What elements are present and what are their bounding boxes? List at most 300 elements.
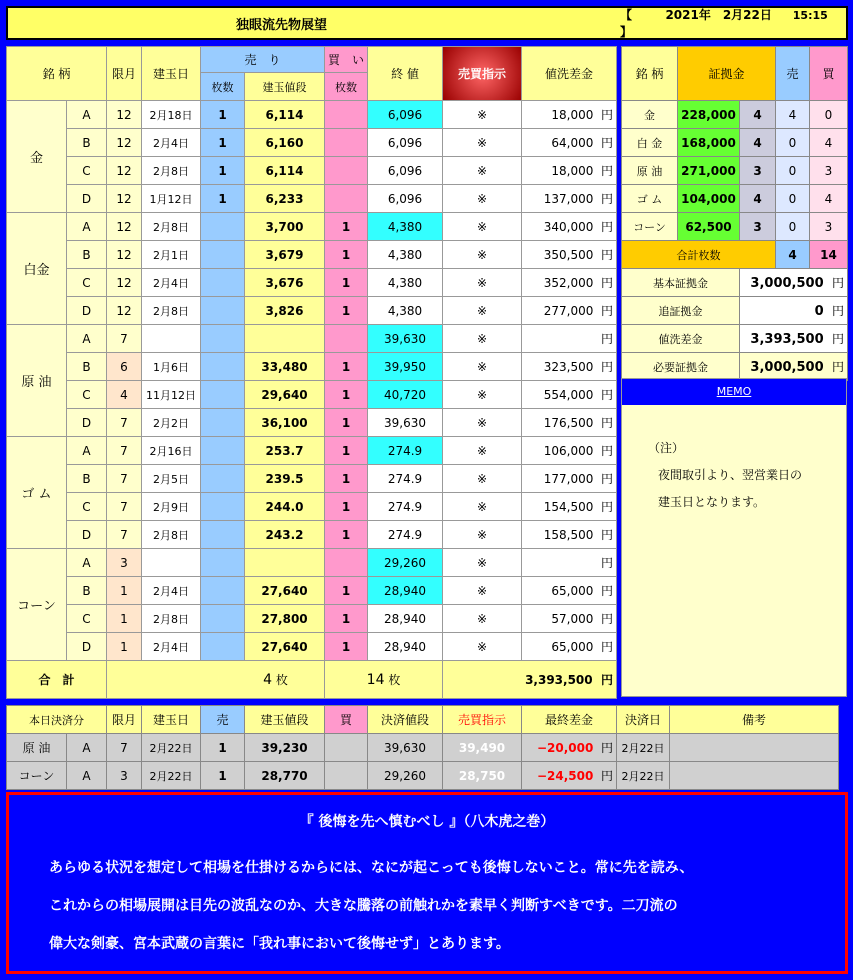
sell-qty (201, 577, 245, 605)
diff-value: 323,500 (543, 360, 594, 374)
contract-code: B (67, 353, 107, 381)
side-col-buy: 買 (810, 47, 848, 101)
col-order: 売買指示 (443, 47, 522, 101)
yen-unit: 円 (601, 673, 614, 687)
table-row[interactable] (7, 521, 617, 549)
margin-row (622, 185, 848, 213)
table-row[interactable] (7, 213, 617, 241)
contract-month: 7 (107, 465, 142, 493)
contract-month: 4 (107, 381, 142, 409)
order-mark: ※ (443, 465, 522, 493)
contract-month: 12 (107, 213, 142, 241)
settle-row[interactable] (7, 734, 839, 762)
valuation-diff (522, 549, 617, 577)
entry-price: 3,676 (245, 269, 325, 297)
contract-month: 12 (107, 269, 142, 297)
sell-qty (201, 409, 245, 437)
buy-qty: 1 (325, 577, 368, 605)
settle-month: 7 (107, 734, 142, 762)
order-mark: ※ (443, 549, 522, 577)
entry-date: 2月9日 (142, 493, 201, 521)
sell-qty (201, 381, 245, 409)
settle-close: 39,630 (368, 734, 443, 762)
yen-unit: 円 (601, 136, 614, 150)
header-bar (6, 6, 848, 40)
close-price: 274.9 (368, 465, 443, 493)
contract-code: A (67, 549, 107, 577)
margin-sell: 0 (776, 129, 810, 157)
entry-price: 253.7 (245, 437, 325, 465)
sell-qty (201, 325, 245, 353)
margin-amount: 62,500 (678, 213, 740, 241)
order-mark: ※ (443, 185, 522, 213)
yen-unit: 円 (601, 332, 614, 346)
valuation-diff (522, 213, 617, 241)
buy-qty: 1 (325, 409, 368, 437)
contract-code: C (67, 157, 107, 185)
entry-date: 2月18日 (142, 101, 201, 129)
side-col-margin: 証拠金 (678, 47, 776, 101)
margin-brand: コーン (622, 213, 678, 241)
margin-brand: 原 油 (622, 157, 678, 185)
close-price: 4,380 (368, 297, 443, 325)
total-buy-value: 14 (366, 672, 385, 688)
table-row[interactable] (7, 605, 617, 633)
positions-table (6, 46, 617, 699)
close-price: 274.9 (368, 521, 443, 549)
col-close: 終 値 (368, 47, 443, 101)
valuation-diff (522, 297, 617, 325)
contract-code: B (67, 577, 107, 605)
entry-price: 239.5 (245, 465, 325, 493)
memo-line: 夜間取引より、翌営業日の (658, 468, 803, 482)
entry-price: 3,826 (245, 297, 325, 325)
valuation-diff (522, 129, 617, 157)
close-price: 4,380 (368, 269, 443, 297)
entry-price: 243.2 (245, 521, 325, 549)
yen-unit: 円 (601, 612, 614, 626)
col-brand: 銘 柄 (7, 47, 107, 101)
close-price: 6,096 (368, 129, 443, 157)
table-row[interactable] (7, 297, 617, 325)
entry-date: 1月12日 (142, 185, 201, 213)
table-row[interactable] (7, 101, 617, 129)
margin-total-row (622, 241, 848, 269)
contract-month: 7 (107, 325, 142, 353)
entry-date (142, 549, 201, 577)
valuation-diff (522, 605, 617, 633)
valuation-diff (522, 633, 617, 661)
entry-price: 29,640 (245, 381, 325, 409)
yen-unit: 円 (601, 192, 614, 206)
order-mark: ※ (443, 241, 522, 269)
contract-month: 12 (107, 297, 142, 325)
total-buy (325, 661, 443, 699)
table-row[interactable] (7, 353, 617, 381)
quote-line: あらゆる状況を想定して相場を仕掛けるからには、なにが起こっても後悔しないこと。常に先を読み、 (49, 860, 694, 876)
buy-qty: 1 (325, 213, 368, 241)
close-price: 40,720 (368, 381, 443, 409)
unit: 枚 (388, 673, 401, 687)
valuation-diff (522, 521, 617, 549)
settle-col-note: 備考 (670, 706, 839, 734)
settle-date: 2月22日 (142, 762, 201, 790)
side-col-sell: 売 (776, 47, 810, 101)
settle-month: 3 (107, 762, 142, 790)
summary-amount: 3,000,500 (750, 360, 824, 375)
order-mark: ※ (443, 577, 522, 605)
settle-col-price: 建玉値段 (245, 706, 325, 734)
settle-sell: 1 (201, 762, 245, 790)
settle-close: 29,260 (368, 762, 443, 790)
margin-row (622, 101, 848, 129)
margin-total-sell: 4 (776, 241, 810, 269)
order-mark: ※ (443, 605, 522, 633)
contract-month: 1 (107, 605, 142, 633)
col-month: 限月 (107, 47, 142, 101)
settle-col-sell: 売 (201, 706, 245, 734)
order-mark: ※ (443, 213, 522, 241)
entry-date: 1月6日 (142, 353, 201, 381)
order-mark: ※ (443, 633, 522, 661)
margin-count: 4 (740, 101, 776, 129)
brand-name: ゴ ム (7, 437, 67, 549)
table-row[interactable] (7, 465, 617, 493)
summary-label: 基本証拠金 (622, 269, 740, 297)
margin-buy: 4 (810, 129, 848, 157)
total-sell (107, 661, 325, 699)
header-time: 15:15 (792, 9, 828, 22)
contract-code: C (67, 605, 107, 633)
yen-unit: 円 (601, 248, 614, 262)
summary-row (622, 269, 848, 297)
quote-title: 『 後悔を先へ慎むべし 』（八木虎之巻） (299, 814, 555, 830)
buy-qty: 1 (325, 605, 368, 633)
margin-count: 3 (740, 157, 776, 185)
order-mark: ※ (443, 437, 522, 465)
buy-qty (325, 101, 368, 129)
entry-price: 27,640 (245, 577, 325, 605)
diff-value: 65,000 (551, 640, 594, 654)
margin-brand: ゴ ム (622, 185, 678, 213)
summary-row (622, 325, 848, 353)
entry-date: 2月4日 (142, 633, 201, 661)
settle-price: 39,230 (245, 734, 325, 762)
entry-price: 6,114 (245, 157, 325, 185)
margin-count: 3 (740, 213, 776, 241)
close-price: 6,096 (368, 157, 443, 185)
entry-price: 6,114 (245, 101, 325, 129)
yen-unit: 円 (601, 416, 614, 430)
close-price: 274.9 (368, 493, 443, 521)
valuation-diff (522, 101, 617, 129)
col-sell: 売 り (201, 47, 325, 73)
summary-value (740, 353, 848, 381)
contract-month: 7 (107, 409, 142, 437)
contract-code: D (67, 185, 107, 213)
yen-unit: 円 (831, 360, 844, 374)
close-price: 39,950 (368, 353, 443, 381)
contract-code: B (67, 129, 107, 157)
buy-qty: 1 (325, 269, 368, 297)
diff-value: 18,000 (551, 108, 594, 122)
close-price: 39,630 (368, 325, 443, 353)
entry-date: 2月1日 (142, 241, 201, 269)
buy-qty: 1 (325, 297, 368, 325)
entry-date: 2月4日 (142, 269, 201, 297)
total-label: 合 計 (7, 661, 107, 699)
close-price: 29,260 (368, 549, 443, 577)
settle-final (522, 762, 617, 790)
buy-qty: 1 (325, 633, 368, 661)
entry-price: 3,679 (245, 241, 325, 269)
settlement-table (6, 705, 839, 790)
yen-unit: 円 (601, 444, 614, 458)
entry-price: 6,233 (245, 185, 325, 213)
contract-month: 1 (107, 577, 142, 605)
margin-buy: 3 (810, 157, 848, 185)
summary-row (622, 353, 848, 381)
valuation-diff (522, 409, 617, 437)
buy-qty (325, 185, 368, 213)
table-row[interactable] (7, 577, 617, 605)
close-price: 6,096 (368, 185, 443, 213)
entry-price: 6,160 (245, 129, 325, 157)
diff-value: 137,000 (543, 192, 594, 206)
contract-code: B (67, 465, 107, 493)
summary-value (740, 269, 848, 297)
entry-date: 2月8日 (142, 521, 201, 549)
brand-name: 白金 (7, 213, 67, 325)
valuation-diff (522, 577, 617, 605)
valuation-diff (522, 269, 617, 297)
valuation-diff (522, 493, 617, 521)
yen-unit: 円 (601, 164, 614, 178)
sell-qty (201, 269, 245, 297)
diff-value: 106,000 (543, 444, 594, 458)
close-price: 274.9 (368, 437, 443, 465)
close-price: 28,940 (368, 633, 443, 661)
yen-unit: 円 (601, 304, 614, 318)
yen-unit: 円 (601, 360, 614, 374)
buy-qty: 1 (325, 437, 368, 465)
entry-date: 2月2日 (142, 409, 201, 437)
contract-code: B (67, 241, 107, 269)
entry-price: 33,480 (245, 353, 325, 381)
table-row[interactable] (7, 409, 617, 437)
settle-col-buy: 買 (325, 706, 368, 734)
diff-value: 154,500 (543, 500, 594, 514)
table-row[interactable] (7, 185, 617, 213)
summary-label: 値洗差金 (622, 325, 740, 353)
order-mark: ※ (443, 297, 522, 325)
valuation-diff (522, 325, 617, 353)
contract-month: 12 (107, 157, 142, 185)
yen-unit: 円 (601, 108, 614, 122)
contract-code: A (67, 437, 107, 465)
contract-month: 6 (107, 353, 142, 381)
entry-price: 244.0 (245, 493, 325, 521)
diff-value: 350,500 (543, 248, 594, 262)
sell-qty (201, 213, 245, 241)
table-row[interactable] (7, 325, 617, 353)
order-mark: ※ (443, 269, 522, 297)
summary-amount: 3,000,500 (750, 276, 824, 291)
total-value (443, 661, 617, 699)
yen-unit: 円 (601, 584, 614, 598)
valuation-diff (522, 381, 617, 409)
margin-sell: 0 (776, 157, 810, 185)
entry-price: 36,100 (245, 409, 325, 437)
contract-code: D (67, 633, 107, 661)
sell-qty: 1 (201, 157, 245, 185)
margin-total-buy: 14 (810, 241, 848, 269)
settle-row[interactable] (7, 762, 839, 790)
settle-note (670, 734, 839, 762)
settle-order: 28,750 (443, 762, 522, 790)
contract-month: 12 (107, 185, 142, 213)
brand-name: 金 (7, 101, 67, 213)
summary-label: 必要証拠金 (622, 353, 740, 381)
buy-qty: 1 (325, 353, 368, 381)
page-title: 独眼流先物展望 (236, 17, 328, 33)
table-row[interactable] (7, 157, 617, 185)
yen-unit: 円 (601, 220, 614, 234)
settle-day: 2月22日 (617, 734, 670, 762)
yen-unit: 円 (601, 500, 614, 514)
sell-qty (201, 437, 245, 465)
contract-code: A (67, 213, 107, 241)
entry-price: 27,640 (245, 633, 325, 661)
margin-buy: 0 (810, 101, 848, 129)
contract-month: 12 (107, 241, 142, 269)
settle-code: A (67, 734, 107, 762)
settle-price: 28,770 (245, 762, 325, 790)
final-diff: −24,500 (536, 769, 594, 783)
order-mark: ※ (443, 493, 522, 521)
entry-date: 2月8日 (142, 297, 201, 325)
order-mark: ※ (443, 353, 522, 381)
table-row[interactable] (7, 437, 617, 465)
settle-buy (325, 734, 368, 762)
contract-code: C (67, 493, 107, 521)
buy-qty: 1 (325, 493, 368, 521)
col-sell-qty: 枚数 (201, 73, 245, 101)
summary-amount: 3,393,500 (750, 332, 824, 347)
diff-value: 554,000 (543, 388, 594, 402)
settle-brand: コーン (7, 762, 67, 790)
table-row[interactable] (7, 129, 617, 157)
diff-value: 352,000 (543, 276, 594, 290)
diff-value: 277,000 (543, 304, 594, 318)
sell-qty: 1 (201, 129, 245, 157)
diff-value: 65,000 (551, 584, 594, 598)
sell-qty (201, 353, 245, 381)
yen-unit: 円 (601, 472, 614, 486)
diff-value: 57,000 (551, 612, 594, 626)
yen-unit: 円 (601, 556, 614, 570)
contract-month: 12 (107, 129, 142, 157)
table-row[interactable] (7, 269, 617, 297)
sell-qty (201, 297, 245, 325)
quote-line: 偉大な剣豪、宮本武蔵の言葉に「我れ事において後悔せず」とあります。 (49, 936, 510, 952)
sell-qty (201, 521, 245, 549)
buy-qty (325, 549, 368, 577)
order-mark: ※ (443, 409, 522, 437)
col-buy: 買 い (325, 47, 368, 73)
memo-title[interactable]: MEMO (622, 379, 846, 405)
buy-qty (325, 129, 368, 157)
sell-qty: 1 (201, 101, 245, 129)
side-col-brand: 銘 柄 (622, 47, 678, 101)
yen-unit: 円 (831, 304, 844, 318)
unit: 枚 (275, 673, 288, 687)
entry-price (245, 549, 325, 577)
sell-qty (201, 549, 245, 577)
summary-value (740, 297, 848, 325)
buy-qty: 1 (325, 521, 368, 549)
margin-count: 4 (740, 129, 776, 157)
close-price: 28,940 (368, 577, 443, 605)
sell-qty (201, 493, 245, 521)
col-diff: 値洗差金 (522, 47, 617, 101)
margin-amount: 168,000 (678, 129, 740, 157)
entry-price (245, 325, 325, 353)
sell-qty (201, 465, 245, 493)
margin-count: 4 (740, 185, 776, 213)
settle-code: A (67, 762, 107, 790)
close-price: 6,096 (368, 101, 443, 129)
diff-value: 18,000 (551, 164, 594, 178)
settle-sell: 1 (201, 734, 245, 762)
close-price: 28,940 (368, 605, 443, 633)
margin-row (622, 213, 848, 241)
memo-note: （注） (648, 441, 685, 455)
yen-unit: 円 (601, 276, 614, 290)
table-row[interactable] (7, 633, 617, 661)
valuation-diff (522, 185, 617, 213)
memo-line: 建玉日となります。 (658, 495, 766, 509)
quote-line: これからの相場展開は目先の波乱なのか、大きな騰落の前触れかを素早く判断すべきです。二刀流の (49, 898, 678, 914)
table-row[interactable] (7, 241, 617, 269)
margin-sell: 0 (776, 213, 810, 241)
valuation-diff (522, 157, 617, 185)
order-mark: ※ (443, 157, 522, 185)
table-row[interactable] (7, 549, 617, 577)
margin-brand: 白 金 (622, 129, 678, 157)
entry-date (142, 325, 201, 353)
entry-price: 27,800 (245, 605, 325, 633)
buy-qty: 1 (325, 381, 368, 409)
diff-value: 176,500 (543, 416, 594, 430)
settle-order: 39,490 (443, 734, 522, 762)
entry-date: 2月8日 (142, 213, 201, 241)
contract-code: D (67, 297, 107, 325)
entry-date: 2月16日 (142, 437, 201, 465)
sell-qty (201, 633, 245, 661)
table-row[interactable] (7, 493, 617, 521)
contract-code: D (67, 521, 107, 549)
buy-qty (325, 157, 368, 185)
yen-unit: 円 (831, 332, 844, 346)
close-price: 4,380 (368, 213, 443, 241)
col-date: 建玉日 (142, 47, 201, 101)
settle-date: 2月22日 (142, 734, 201, 762)
close-price: 39,630 (368, 409, 443, 437)
sell-qty (201, 241, 245, 269)
settle-day: 2月22日 (617, 762, 670, 790)
table-row[interactable] (7, 381, 617, 409)
